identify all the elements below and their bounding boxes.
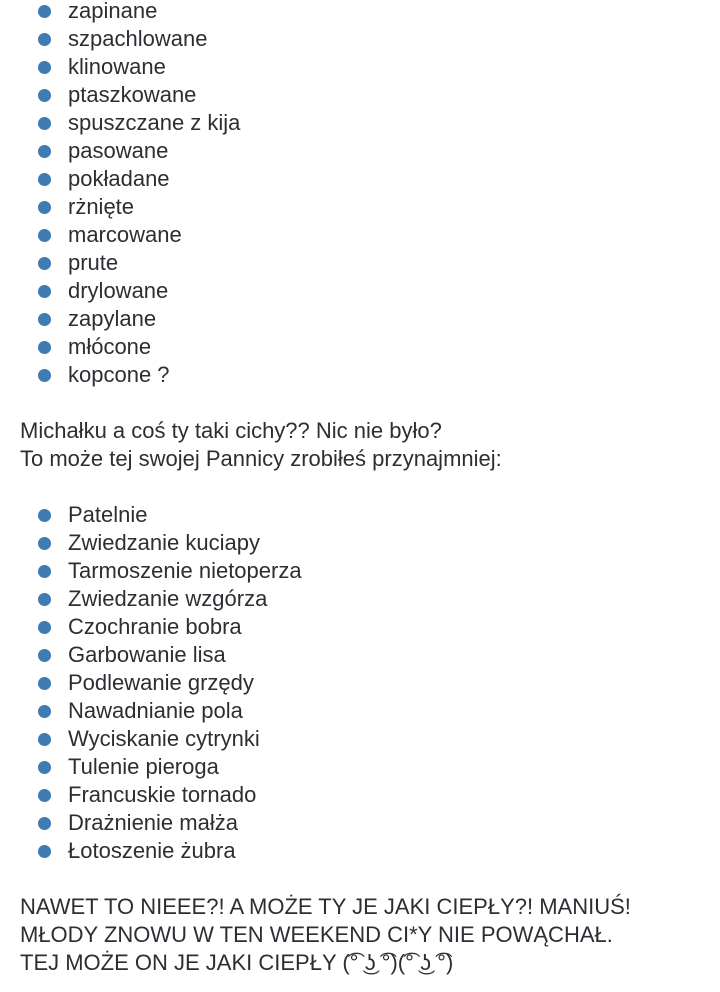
paragraph-shout: [20, 893, 631, 977]
list-item: [0, 529, 302, 557]
list-item-text: Drażnienie małża: [68, 810, 238, 835]
bullet-icon: [38, 733, 51, 746]
bullet-icon: [38, 677, 51, 690]
bullet-icon: [38, 761, 51, 774]
list-item: [0, 753, 302, 781]
list-item-text: zapylane: [68, 306, 157, 331]
list-item: [0, 81, 240, 109]
list-item-text: klinowane: [68, 54, 166, 79]
list-item: [0, 669, 302, 697]
bullet-list-1: [0, 0, 240, 389]
list-item-text: drylowane: [68, 278, 169, 303]
paragraph-line: TEJ MOŻE ON JE JAKI CIEPŁY (͡° ͜ʖ ͡°)(͡° ͜ʖ ͡°): [20, 950, 454, 975]
list-item: [0, 221, 240, 249]
paragraph-line: Michałku a coś ty taki cichy?? Nic nie było?: [20, 418, 442, 443]
list-item-text: pasowane: [68, 138, 169, 163]
list-item: [0, 109, 240, 137]
bullet-icon: [38, 5, 51, 18]
list-item-text: Francuskie tornado: [68, 782, 257, 807]
bullet-icon: [38, 89, 51, 102]
list-item-text: Tulenie pieroga: [68, 754, 219, 779]
list-item: [0, 137, 240, 165]
list-item-text: Garbowanie lisa: [68, 642, 226, 667]
list-item: [0, 53, 240, 81]
bullet-icon: [38, 313, 51, 326]
bullet-icon: [38, 61, 51, 74]
list-item: [0, 305, 240, 333]
bullet-icon: [38, 341, 51, 354]
bullet-icon: [38, 817, 51, 830]
bullet-icon: [38, 509, 51, 522]
list-item-text: Czochranie bobra: [68, 614, 242, 639]
bullet-icon: [38, 117, 51, 130]
list-item-text: marcowane: [68, 222, 182, 247]
list-item: [0, 585, 302, 613]
list-item-text: Zwiedzanie wzgórza: [68, 586, 268, 611]
list-item-text: spuszczane z kija: [68, 110, 241, 135]
list-item-text: ptaszkowane: [68, 82, 197, 107]
list-item: [0, 333, 240, 361]
bullet-icon: [38, 789, 51, 802]
list-item-text: pokładane: [68, 166, 170, 191]
list-item-text: Nawadnianie pola: [68, 698, 243, 723]
bullet-icon: [38, 537, 51, 550]
bullet-icon: [38, 845, 51, 858]
paragraph-question: [20, 417, 502, 473]
bullet-icon: [38, 257, 51, 270]
list-item: [0, 781, 302, 809]
list-item: [0, 361, 240, 389]
bullet-icon: [38, 201, 51, 214]
bullet-icon: [38, 173, 51, 186]
list-item: [0, 837, 302, 865]
bullet-icon: [38, 621, 51, 634]
list-item-text: Łotoszenie żubra: [68, 838, 236, 863]
list-item-text: Wyciskanie cytrynki: [68, 726, 260, 751]
list-item: [0, 809, 302, 837]
list-item: [0, 725, 302, 753]
list-item: [0, 613, 302, 641]
list-item: [0, 249, 240, 277]
list-item: [0, 277, 240, 305]
bullet-icon: [38, 145, 51, 158]
paragraph-line: NAWET TO NIEEE?! A MOŻE TY JE JAKI CIEPŁY?! MANIUŚ!: [20, 894, 631, 919]
bullet-icon: [38, 285, 51, 298]
list-item-text: młócone: [68, 334, 152, 359]
bullet-list-2: [0, 501, 302, 865]
list-item: [0, 193, 240, 221]
bullet-icon: [38, 593, 51, 606]
list-item: [0, 697, 302, 725]
list-item-text: kopcone ?: [68, 362, 170, 387]
list-item-text: Zwiedzanie kuciapy: [68, 530, 260, 555]
bullet-icon: [38, 565, 51, 578]
list-item: [0, 25, 240, 53]
list-item: [0, 557, 302, 585]
bullet-icon: [38, 649, 51, 662]
paragraph-line: To może tej swojej Pannicy zrobiłeś przynajmniej:: [20, 446, 502, 471]
list-item-text: szpachlowane: [68, 26, 208, 51]
list-item: [0, 0, 240, 25]
list-item-text: Podlewanie grzędy: [68, 670, 254, 695]
list-item-text: prute: [68, 250, 119, 275]
bullet-icon: [38, 229, 51, 242]
list-item: [0, 165, 240, 193]
bullet-icon: [38, 33, 51, 46]
paragraph-line: MŁODY ZNOWU W TEN WEEKEND CI*Y NIE POWĄCHAŁ.: [20, 922, 613, 947]
list-item-text: Tarmoszenie nietoperza: [68, 558, 302, 583]
list-item-text: rżnięte: [68, 194, 135, 219]
list-item: [0, 501, 302, 529]
list-item-text: Patelnie: [68, 502, 148, 527]
bullet-icon: [38, 369, 51, 382]
bullet-icon: [38, 705, 51, 718]
list-item: [0, 641, 302, 669]
list-item-text: zapinane: [68, 0, 158, 23]
